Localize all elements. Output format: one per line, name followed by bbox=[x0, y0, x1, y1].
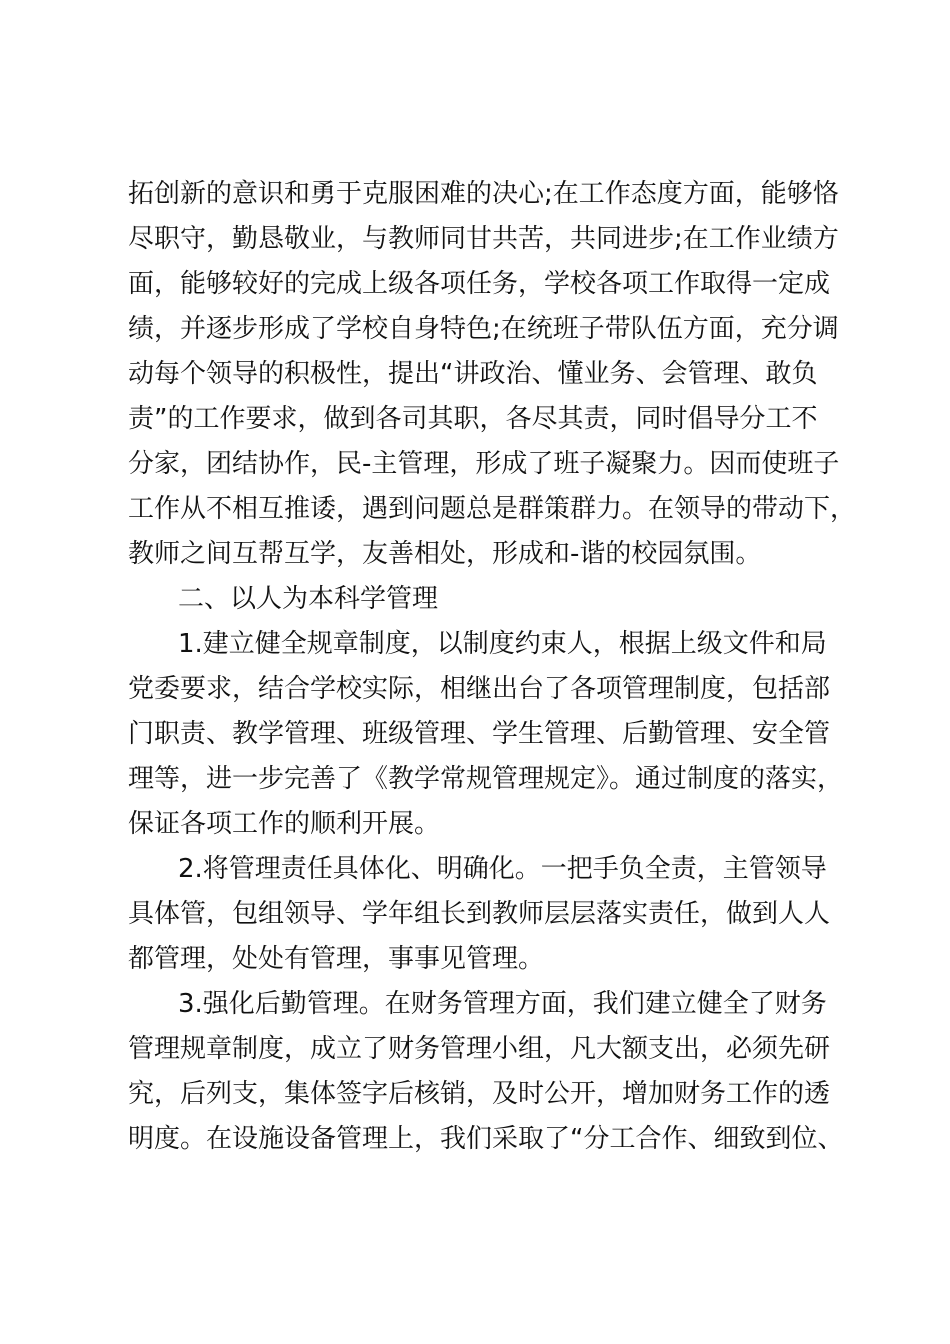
text-line: 拓创新的意识和勇于克服困难的决心;在工作态度方面，能够恪 bbox=[128, 179, 839, 209]
text-line: 党委要求，结合学校实际，相继出台了各项管理制度，包括部 bbox=[128, 674, 831, 704]
text-line: 尽职守，勤恳敬业，与教师同甘共苦，共同进步;在工作业绩方 bbox=[128, 224, 839, 254]
text-line: 动每个领导的积极性，提出“讲政治、懂业务、会管理、敢负 bbox=[128, 359, 818, 389]
text-line: 工作从不相互推诿，遇到问题总是群策群力。在领导的带动下， bbox=[128, 494, 857, 524]
text-line: 教师之间互帮互学，友善相处，形成和-谐的校园氛围。 bbox=[128, 539, 762, 569]
text-line: 面，能够较好的完成上级各项任务，学校各项工作取得一定成 bbox=[128, 269, 831, 299]
text-line: 分家，团结协作，民-主管理，形成了班子凝聚力。因而使班子 bbox=[128, 449, 840, 479]
text-line: 具体管，包组领导、学年组长到教师层层落实责任，做到人人 bbox=[128, 899, 831, 929]
text-line: 1.建立健全规章制度，以制度约束人，根据上级文件和局 bbox=[178, 629, 827, 659]
section-heading: 二、以人为本科学管理 bbox=[178, 584, 439, 614]
text-line: 都管理，处处有管理，事事见管理。 bbox=[128, 944, 545, 974]
text-line: 责”的工作要求，做到各司其职，各尽其责，同时倡导分工不 bbox=[128, 404, 818, 434]
text-line: 管理规章制度，成立了财务管理小组，凡大额支出，必须先研 bbox=[128, 1034, 831, 1064]
text-line: 究，后列支，集体签字后核销，及时公开，增加财务工作的透 bbox=[128, 1079, 831, 1109]
text-line: 门职责、教学管理、班级管理、学生管理、后勤管理、安全管 bbox=[128, 719, 831, 749]
text-line: 2.将管理责任具体化、明确化。一把手负全责，主管领导 bbox=[178, 854, 827, 884]
text-line: 明度。在设施设备管理上，我们采取了“分工合作、细致到位、 bbox=[128, 1124, 844, 1154]
text-line: 理等，进一步完善了《教学常规管理规定》。通过制度的落实， bbox=[128, 764, 844, 794]
text-line: 保证各项工作的顺利开展。 bbox=[128, 809, 441, 839]
text-line: 绩，并逐步形成了学校自身特色;在统班子带队伍方面，充分调 bbox=[128, 314, 839, 344]
text-line: 3.强化后勤管理。在财务管理方面，我们建立健全了财务 bbox=[178, 989, 827, 1019]
